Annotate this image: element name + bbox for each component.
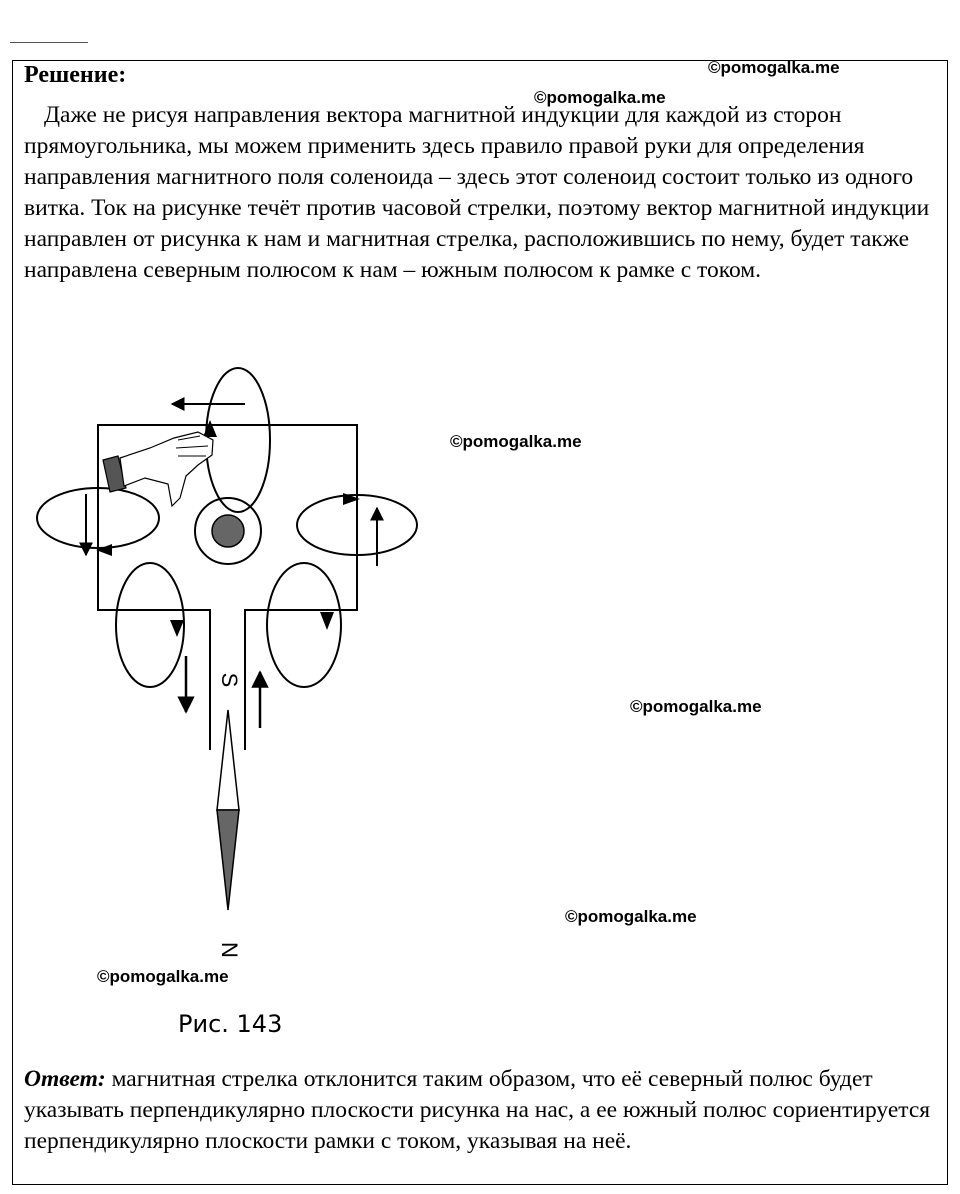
answer-text: магнитная стрелка отклонится таким образом, что её северный полюс будет указывать перпендикулярно плоскости рисунка на нас, а ее южный полюс сориентируется перпендикулярно плоскости рамки с током, указывая на неё. bbox=[24, 1066, 931, 1154]
watermark: ©pomogalka.me bbox=[97, 967, 229, 986]
field-line-top bbox=[206, 368, 270, 512]
field-line-bottom-right bbox=[267, 563, 341, 687]
watermark: ©pomogalka.me bbox=[534, 88, 666, 107]
solution-text: Даже не рисуя направления вектора магнитной индукции для каждой из сторон прямоугольника, мы можем применить здесь правило правой руки для определения направления магнитного поля соленоида – здесь этот соленоид состоит только из одного витка. Ток на рисунке течёт против часовой стрелки, поэтому вектор магнитной индукции направлен от рисунка к нам и магнитная стрелка, расположившись по нему, будет также направлена северным полюсом к нам – южным полюсом к рамке с током. bbox=[24, 102, 930, 283]
field-arrowhead-bottom-right bbox=[320, 612, 334, 630]
pole-label-south: S bbox=[217, 672, 243, 688]
watermark: ©pomogalka.me bbox=[450, 432, 582, 451]
compass-needle-north-half bbox=[217, 810, 239, 910]
answer-block bbox=[24, 1064, 939, 1157]
watermark: ©pomogalka.me bbox=[565, 907, 697, 926]
solution-heading: Решение: bbox=[24, 62, 127, 88]
right-hand-icon bbox=[103, 432, 213, 506]
compass-needle-south-half bbox=[217, 710, 239, 810]
figure-caption: Рис. 143 bbox=[178, 1010, 283, 1038]
watermark: ©pomogalka.me bbox=[630, 697, 762, 716]
needle-end-on-pole bbox=[212, 515, 244, 547]
answer-label: Ответ: bbox=[24, 1066, 106, 1092]
pole-label-north: N bbox=[217, 942, 243, 958]
field-arrowhead-top bbox=[203, 420, 217, 437]
watermark: ©pomogalka.me bbox=[708, 58, 840, 77]
field-arrowhead-bottom-left bbox=[170, 620, 184, 637]
